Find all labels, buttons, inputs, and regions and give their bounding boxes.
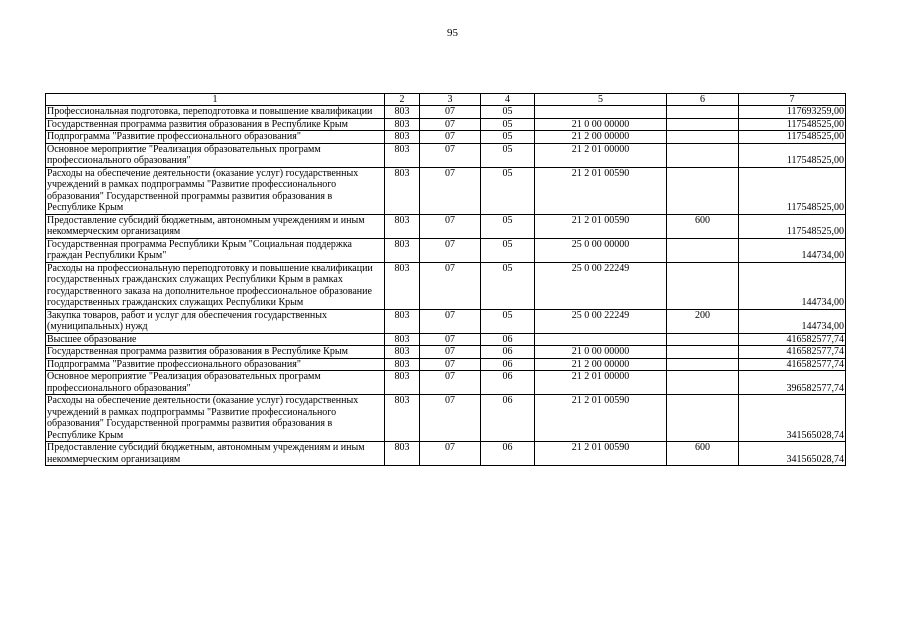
- subsection-code-cell: 05: [481, 131, 535, 144]
- budget-table: [45, 93, 846, 466]
- amount-cell: 341565028,74: [739, 442, 846, 466]
- amount-cell: 396582577,74: [739, 371, 846, 395]
- expense-type-cell: [667, 118, 739, 131]
- section-code-cell: 07: [420, 309, 481, 333]
- section-code-cell: 07: [420, 442, 481, 466]
- table-row: [46, 358, 846, 371]
- row-name-cell: Подпрограмма "Развитие профессионального образования": [46, 358, 385, 371]
- section-code-cell: 07: [420, 118, 481, 131]
- row-name-cell: Государственная программа развития образования в Республике Крым: [46, 346, 385, 359]
- amount-cell: 416582577,74: [739, 333, 846, 346]
- row-name-cell: Основное мероприятие "Реализация образовательных программ профессионального образования": [46, 371, 385, 395]
- table-row: [46, 262, 846, 309]
- table-header-row: [46, 94, 846, 106]
- amount-cell: 117693259,00: [739, 106, 846, 119]
- header-cell: 6: [667, 94, 739, 106]
- expense-type-cell: [667, 143, 739, 167]
- target-article-cell: [535, 333, 667, 346]
- row-name-cell: Профессиональная подготовка, переподготовка и повышение квалификации: [46, 106, 385, 119]
- subsection-code-cell: 05: [481, 118, 535, 131]
- amount-cell: 117548525,00: [739, 167, 846, 214]
- row-name-cell: Закупка товаров, работ и услуг для обеспечения государственных (муниципальных) нужд: [46, 309, 385, 333]
- expense-type-cell: 200: [667, 309, 739, 333]
- table-row: [46, 442, 846, 466]
- table-row: [46, 131, 846, 144]
- section-code-cell: 07: [420, 106, 481, 119]
- section-code-cell: 07: [420, 167, 481, 214]
- ved-code-cell: 803: [385, 309, 420, 333]
- header-cell: 7: [739, 94, 846, 106]
- section-code-cell: 07: [420, 238, 481, 262]
- expense-type-cell: [667, 106, 739, 119]
- subsection-code-cell: 06: [481, 395, 535, 442]
- section-code-cell: 07: [420, 143, 481, 167]
- row-name-cell: Государственная программа развития образования в Республике Крым: [46, 118, 385, 131]
- header-cell: 3: [420, 94, 481, 106]
- ved-code-cell: 803: [385, 346, 420, 359]
- table-row: [46, 371, 846, 395]
- amount-cell: 144734,00: [739, 309, 846, 333]
- subsection-code-cell: 05: [481, 106, 535, 119]
- ved-code-cell: 803: [385, 358, 420, 371]
- ved-code-cell: 803: [385, 106, 420, 119]
- target-article-cell: 21 2 01 00590: [535, 442, 667, 466]
- header-cell: 5: [535, 94, 667, 106]
- table-row: [46, 214, 846, 238]
- subsection-code-cell: 06: [481, 346, 535, 359]
- target-article-cell: 21 2 00 00000: [535, 131, 667, 144]
- subsection-code-cell: 05: [481, 143, 535, 167]
- expense-type-cell: [667, 262, 739, 309]
- ved-code-cell: 803: [385, 395, 420, 442]
- table-row: [46, 395, 846, 442]
- section-code-cell: 07: [420, 358, 481, 371]
- expense-type-cell: [667, 346, 739, 359]
- header-cell: 4: [481, 94, 535, 106]
- ved-code-cell: 803: [385, 131, 420, 144]
- subsection-code-cell: 06: [481, 442, 535, 466]
- ved-code-cell: 803: [385, 118, 420, 131]
- subsection-code-cell: 05: [481, 214, 535, 238]
- expense-type-cell: [667, 131, 739, 144]
- section-code-cell: 07: [420, 131, 481, 144]
- amount-cell: 416582577,74: [739, 346, 846, 359]
- header-cell: 1: [46, 94, 385, 106]
- section-code-cell: 07: [420, 333, 481, 346]
- target-article-cell: 25 0 00 22249: [535, 309, 667, 333]
- row-name-cell: Расходы на обеспечение деятельности (оказание услуг) государственных учреждений в рамках подпрограммы "Развитие профессионального образования" Государственной программы развития образования в Республике Крым: [46, 395, 385, 442]
- target-article-cell: 21 2 01 00000: [535, 371, 667, 395]
- amount-cell: 117548525,00: [739, 214, 846, 238]
- target-article-cell: 21 2 01 00590: [535, 167, 667, 214]
- row-name-cell: Предоставление субсидий бюджетным, автономным учреждениям и иным некоммерческим организациям: [46, 442, 385, 466]
- table-row: [46, 106, 846, 119]
- ved-code-cell: 803: [385, 442, 420, 466]
- row-name-cell: Подпрограмма "Развитие профессионального образования": [46, 131, 385, 144]
- target-article-cell: 21 2 00 00000: [535, 358, 667, 371]
- page-number: 95: [447, 27, 458, 39]
- ved-code-cell: 803: [385, 167, 420, 214]
- amount-cell: 416582577,74: [739, 358, 846, 371]
- target-article-cell: 21 2 01 00000: [535, 143, 667, 167]
- target-article-cell: 25 0 00 00000: [535, 238, 667, 262]
- section-code-cell: 07: [420, 262, 481, 309]
- table-row: [46, 238, 846, 262]
- subsection-code-cell: 05: [481, 167, 535, 214]
- section-code-cell: 07: [420, 214, 481, 238]
- section-code-cell: 07: [420, 395, 481, 442]
- table-row: [46, 118, 846, 131]
- row-name-cell: Высшее образование: [46, 333, 385, 346]
- ved-code-cell: 803: [385, 333, 420, 346]
- subsection-code-cell: 06: [481, 333, 535, 346]
- expense-type-cell: [667, 167, 739, 214]
- amount-cell: 144734,00: [739, 238, 846, 262]
- table-row: [46, 167, 846, 214]
- row-name-cell: Государственная программа Республики Крым "Социальная поддержка граждан Республики Крым": [46, 238, 385, 262]
- subsection-code-cell: 05: [481, 262, 535, 309]
- row-name-cell: Предоставление субсидий бюджетным, автономным учреждениям и иным некоммерческим организациям: [46, 214, 385, 238]
- amount-cell: 117548525,00: [739, 143, 846, 167]
- target-article-cell: 21 0 00 00000: [535, 346, 667, 359]
- subsection-code-cell: 05: [481, 309, 535, 333]
- target-article-cell: 21 0 00 00000: [535, 118, 667, 131]
- expense-type-cell: 600: [667, 214, 739, 238]
- table-row: [46, 333, 846, 346]
- expense-type-cell: [667, 371, 739, 395]
- header-cell: 2: [385, 94, 420, 106]
- row-name-cell: Расходы на профессиональную переподготовку и повышение квалификации государственных гражданских служащих Республики Крым в рамках государственного заказа на дополнительное профессиональное образование государственных гражданских служащих Республики Крым: [46, 262, 385, 309]
- ved-code-cell: 803: [385, 262, 420, 309]
- expense-type-cell: 600: [667, 442, 739, 466]
- ved-code-cell: 803: [385, 371, 420, 395]
- subsection-code-cell: 06: [481, 358, 535, 371]
- section-code-cell: 07: [420, 371, 481, 395]
- row-name-cell: Расходы на обеспечение деятельности (оказание услуг) государственных учреждений в рамках подпрограммы "Развитие профессионального образования" Государственной программы развития образования в Республике Крым: [46, 167, 385, 214]
- expense-type-cell: [667, 333, 739, 346]
- subsection-code-cell: 05: [481, 238, 535, 262]
- ved-code-cell: 803: [385, 238, 420, 262]
- target-article-cell: 21 2 01 00590: [535, 395, 667, 442]
- ved-code-cell: 803: [385, 143, 420, 167]
- table-row: [46, 309, 846, 333]
- expense-type-cell: [667, 358, 739, 371]
- target-article-cell: [535, 106, 667, 119]
- subsection-code-cell: 06: [481, 371, 535, 395]
- expense-type-cell: [667, 395, 739, 442]
- target-article-cell: 21 2 01 00590: [535, 214, 667, 238]
- table-row: [46, 143, 846, 167]
- amount-cell: 144734,00: [739, 262, 846, 309]
- table-row: [46, 346, 846, 359]
- row-name-cell: Основное мероприятие "Реализация образовательных программ профессионального образования": [46, 143, 385, 167]
- section-code-cell: 07: [420, 346, 481, 359]
- expense-type-cell: [667, 238, 739, 262]
- amount-cell: 117548525,00: [739, 118, 846, 131]
- amount-cell: 117548525,00: [739, 131, 846, 144]
- ved-code-cell: 803: [385, 214, 420, 238]
- target-article-cell: 25 0 00 22249: [535, 262, 667, 309]
- amount-cell: 341565028,74: [739, 395, 846, 442]
